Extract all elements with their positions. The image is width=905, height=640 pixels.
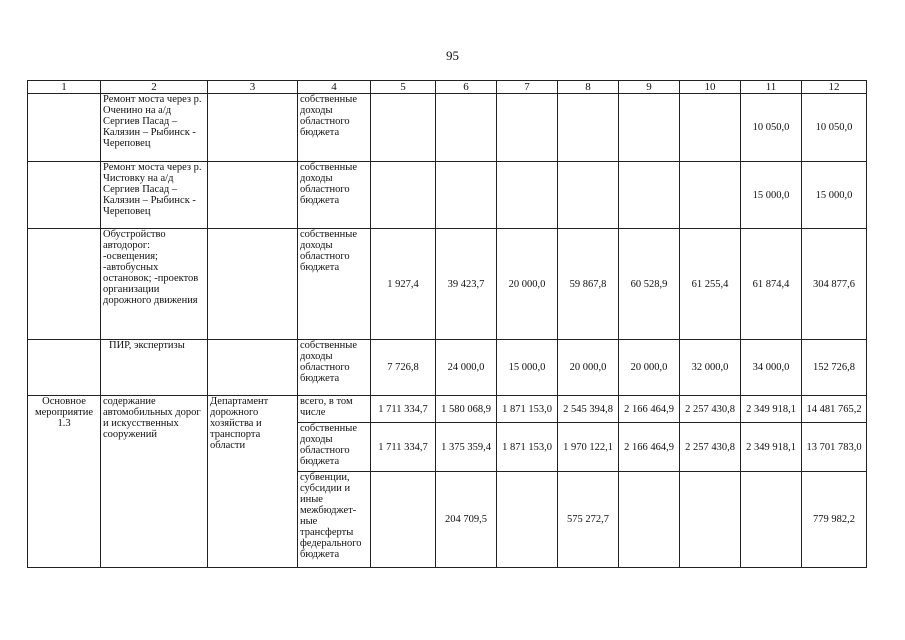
value-cell (680, 162, 741, 229)
value-cell (558, 162, 619, 229)
funding-source-cell: собственные доходы областного бюджета (298, 423, 371, 472)
value-cell: 20 000,0 (497, 229, 558, 340)
value-cell (436, 94, 497, 162)
column-header: 1 (28, 81, 101, 94)
value-cell: 1 375 359,4 (436, 423, 497, 472)
value-cell (558, 94, 619, 162)
value-cell: 24 000,0 (436, 340, 497, 396)
value-cell (371, 162, 436, 229)
column-header: 11 (741, 81, 802, 94)
value-cell: 39 423,7 (436, 229, 497, 340)
value-cell: 1 711 334,7 (371, 423, 436, 472)
value-cell: 10 050,0 (741, 94, 802, 162)
event-name-cell: Ремонт моста через р. Чистовку на а/д Сергиев Пасад – Калязин – Рыбинск - Череповец (101, 162, 208, 229)
funding-source-cell: собственные доходы областного бюджета (298, 340, 371, 396)
value-cell (741, 472, 802, 568)
event-cell: Основное мероприятие 1.3 (28, 396, 101, 568)
value-cell (497, 162, 558, 229)
column-header: 2 (101, 81, 208, 94)
value-cell: 1 970 122,1 (558, 423, 619, 472)
event-cell (28, 94, 101, 162)
table-row (28, 94, 867, 162)
value-cell (680, 472, 741, 568)
executor-cell: Департамент дорожного хозяйства и транспорта области (208, 396, 298, 568)
executor-cell (208, 94, 298, 162)
executor-cell (208, 340, 298, 396)
value-cell: 2 257 430,8 (680, 423, 741, 472)
column-header: 9 (619, 81, 680, 94)
value-cell: 34 000,0 (741, 340, 802, 396)
value-cell: 15 000,0 (497, 340, 558, 396)
value-cell: 1 711 334,7 (371, 396, 436, 423)
funding-source-cell: всего, в том числе (298, 396, 371, 423)
event-cell (28, 162, 101, 229)
value-cell (680, 94, 741, 162)
total-cell: 152 726,8 (802, 340, 867, 396)
event-name-cell: Обустройство автодорог: -освещения; -автобусных остановок; -проектов организации дорожного движения (101, 229, 208, 340)
value-cell: 575 272,7 (558, 472, 619, 568)
event-name-cell: ПИР, экспертизы (101, 340, 208, 396)
header-row (28, 81, 867, 94)
total-cell: 13 701 783,0 (802, 423, 867, 472)
table-row (28, 340, 867, 396)
total-cell: 779 982,2 (802, 472, 867, 568)
table-row (28, 396, 867, 423)
column-header: 3 (208, 81, 298, 94)
value-cell: 2 349 918,1 (741, 396, 802, 423)
event-name-cell: содержание автомобильных дорог и искусственных сооружений (101, 396, 208, 568)
value-cell: 204 709,5 (436, 472, 497, 568)
table-row (28, 229, 867, 340)
column-header: 5 (371, 81, 436, 94)
value-cell: 15 000,0 (741, 162, 802, 229)
funding-source-cell: собственные доходы областного бюджета (298, 229, 371, 340)
column-header: 12 (802, 81, 867, 94)
value-cell: 61 874,4 (741, 229, 802, 340)
value-cell: 2 166 464,9 (619, 396, 680, 423)
page-number: 95 (446, 48, 459, 63)
value-cell (436, 162, 497, 229)
total-cell: 14 481 765,2 (802, 396, 867, 423)
column-header: 7 (497, 81, 558, 94)
value-cell: 61 255,4 (680, 229, 741, 340)
value-cell: 1 580 068,9 (436, 396, 497, 423)
value-cell: 2 349 918,1 (741, 423, 802, 472)
value-cell: 1 871 153,0 (497, 423, 558, 472)
table-row (28, 162, 867, 229)
executor-cell (208, 162, 298, 229)
value-cell (371, 94, 436, 162)
value-cell (619, 162, 680, 229)
budget-table (27, 80, 867, 568)
funding-source-cell: собственные доходы областного бюджета (298, 162, 371, 229)
value-cell (497, 472, 558, 568)
executor-cell (208, 229, 298, 340)
value-cell: 20 000,0 (558, 340, 619, 396)
total-cell: 304 877,6 (802, 229, 867, 340)
value-cell: 60 528,9 (619, 229, 680, 340)
value-cell: 32 000,0 (680, 340, 741, 396)
column-header: 4 (298, 81, 371, 94)
event-cell (28, 229, 101, 340)
value-cell: 1 927,4 (371, 229, 436, 340)
event-cell (28, 340, 101, 396)
total-cell: 15 000,0 (802, 162, 867, 229)
value-cell (497, 94, 558, 162)
value-cell: 2 545 394,8 (558, 396, 619, 423)
value-cell: 1 871 153,0 (497, 396, 558, 423)
funding-source-cell: субвенции, субсидии и иные межбюджет- ные трансферты федерального бюджета (298, 472, 371, 568)
total-cell: 10 050,0 (802, 94, 867, 162)
value-cell (619, 472, 680, 568)
value-cell (371, 472, 436, 568)
column-header: 8 (558, 81, 619, 94)
column-header: 10 (680, 81, 741, 94)
value-cell: 20 000,0 (619, 340, 680, 396)
value-cell (619, 94, 680, 162)
value-cell: 2 257 430,8 (680, 396, 741, 423)
value-cell: 2 166 464,9 (619, 423, 680, 472)
value-cell: 7 726,8 (371, 340, 436, 396)
column-header: 6 (436, 81, 497, 94)
value-cell: 59 867,8 (558, 229, 619, 340)
funding-source-cell: собственные доходы областного бюджета (298, 94, 371, 162)
event-name-cell: Ремонт моста через р. Оченино на а/д Сергиев Пасад – Калязин – Рыбинск - Череповец (101, 94, 208, 162)
